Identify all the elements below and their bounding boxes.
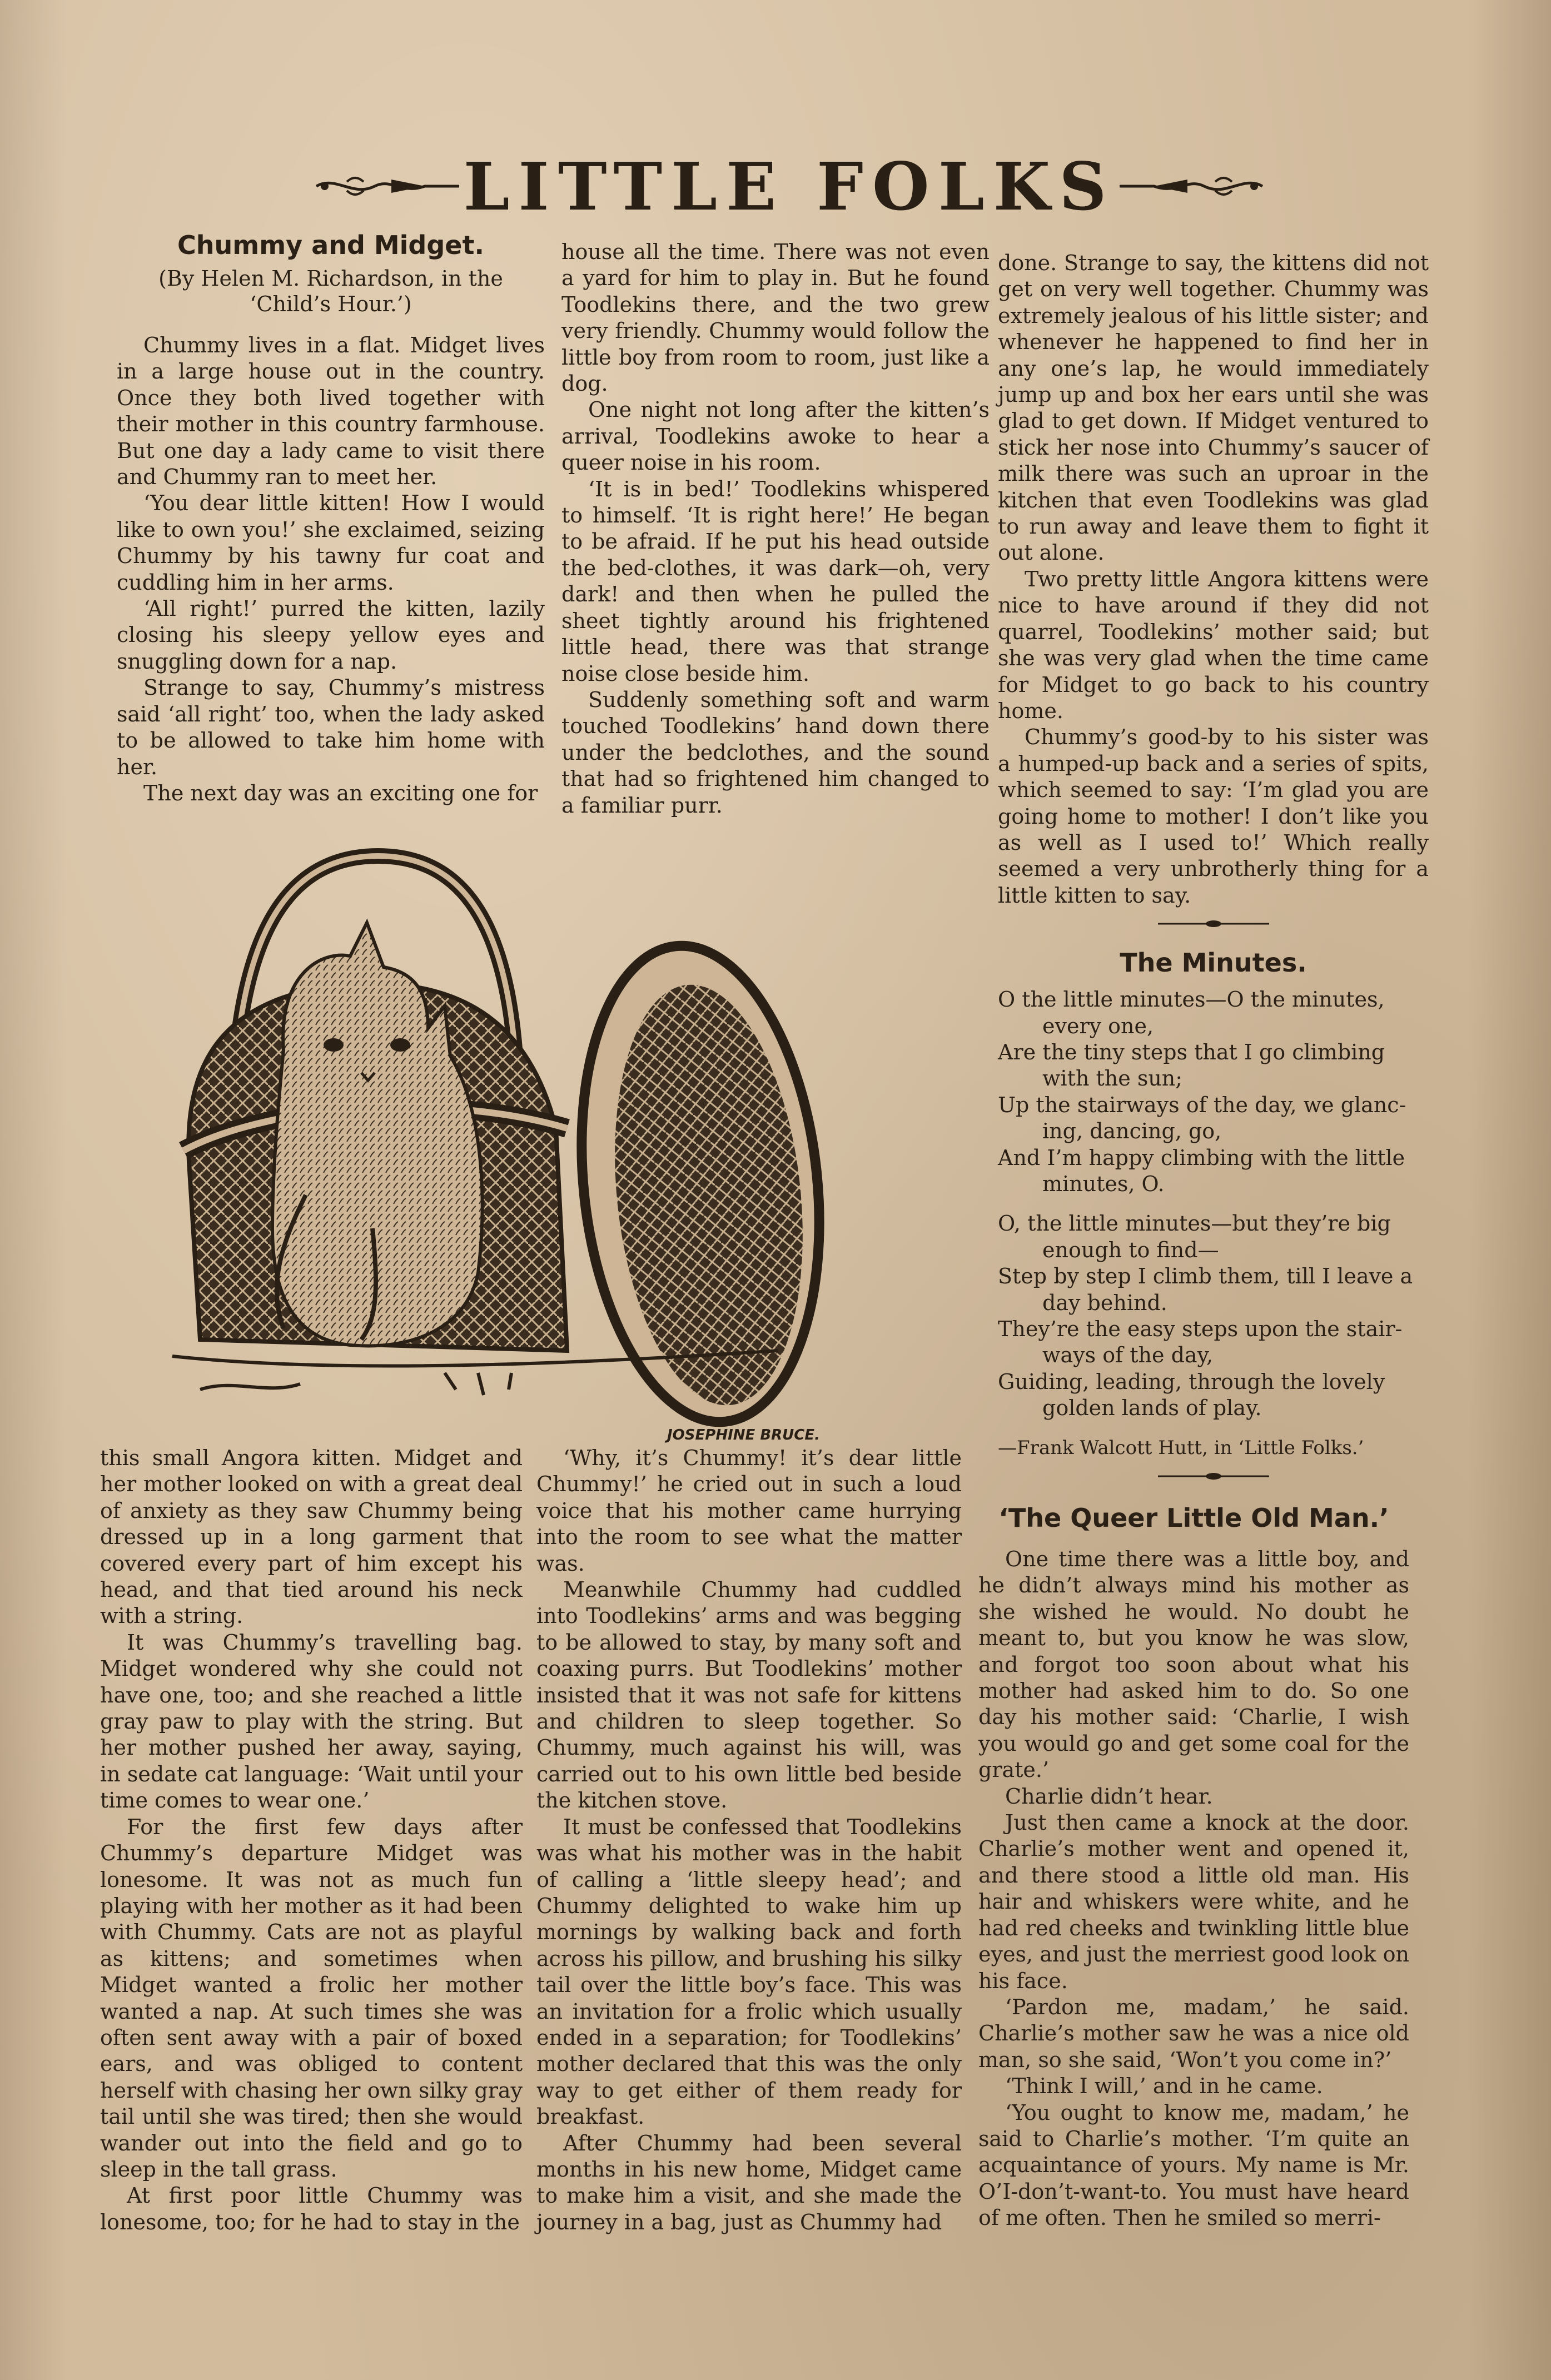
poem-line: O, the little minutes—but they’re big: [998, 1211, 1391, 1236]
paragraph: For the first few days after Chummy’s departure Midget was lonesome. It was not as much fun playing with her mother as it had been with Chummy. Cats are not as playful as kittens; and sometimes when Midget wanted a frolic her mother wanted a nap. At such times she was often sent away with a pair of boxed ears, and was obliged to content herself with chasing her own silky gray tail until she was tired; then she would wander out into the field and go to sleep in the tall grass.: [100, 1814, 523, 2182]
paragraph: this small Angora kitten. Midget and her mother looked on with a great deal of anxiety as they saw Chummy being dressed up in a long garment that covered every part of him except his head, and that tied around his neck with a string.: [100, 1446, 523, 1629]
story1-col2-bottom: [536, 1445, 962, 2235]
paragraph: ‘It is in bed!’ Toodlekins whispered to himself. ‘It is right here!’ He began to be afraid. If he put his head outside the bed-clothes, it was dark—oh, very dark! and then when he pulled the sheet tightly around his frightened little head, there was that strange noise close beside him.: [561, 476, 990, 686]
poem-line: with the sun;: [1042, 1066, 1183, 1091]
kitten-basket-illustration: [167, 839, 895, 1451]
paragraph: Two pretty little Angora kittens were nice to have around if they did not quarrel, Toodlekins’ mother said; but she was very glad when the time came for Midget to go back to his country home.: [998, 566, 1429, 723]
byline-line-2: ‘Child’s Hour.’): [250, 292, 412, 316]
poem-stanza-1: [998, 987, 1429, 1197]
poem-line: day behind.: [1042, 1290, 1167, 1315]
paragraph: Chummy lives in a flat. Midget lives in a large house out in the country. Once they both lived together with their mother in this country farmhouse. But one day a lady came to visit there and Chummy ran to meet her.: [117, 333, 545, 490]
story2-title: ‘The Queer Little Old Man.’: [998, 1503, 1389, 1533]
poem-line: enough to find—: [1042, 1237, 1219, 1262]
right-flourish-ornament: [1115, 170, 1265, 203]
poem-line: Guiding, leading, through the lovely: [998, 1369, 1385, 1394]
poem-body: [998, 987, 1429, 1461]
paragraph: Suddenly something soft and warm touched Toodlekins’ hand down there under the bedclothes, and the sound that had so frightened him changed to a familiar purr.: [561, 687, 990, 818]
paragraph: The next day was an exciting one for: [143, 780, 538, 805]
story1-col3-top: [998, 250, 1429, 1498]
poem-line: Are the tiny steps that I go climbing: [998, 1039, 1385, 1064]
poem-title: The Minutes.: [1120, 948, 1307, 978]
illustrator-signature: JOSEPHINE BRUCE.: [667, 1427, 820, 1443]
poem-line: ing, dancing, go,: [1042, 1119, 1222, 1144]
paragraph: One time there was a little boy, and he didn’t always mind his mother as she wished he would. No doubt he meant to, but you know he was slow, and forgot too soon about what his mother had asked him to do. So one day his mother said: ‘Charlie, I wish you would go and get some coal for the grate.’: [978, 1547, 1409, 1782]
paragraph: Just then came a knock at the door. Charlie’s mother went and opened it, and there stood a little old man. His hair and whiskers were white, and he had red cheeks and twinkling little blue eyes, and just the merriest good look on his face.: [978, 1810, 1409, 1993]
paragraph: It was Chummy’s travelling bag. Midget wondered why she could not have one, too; and she reached a little gray paw to play with the string. But her mother pushed her away, saying, in sedate cat language: ‘Wait until your time comes to wear one.’: [100, 1630, 523, 1813]
left-flourish-ornament: [314, 170, 464, 203]
paragraph: After Chummy had been several months in his new home, Midget came to make him a visit, and she made the journey in a bag, just as Chummy had: [536, 2130, 962, 2234]
poem-line: golden lands of play.: [1042, 1396, 1262, 1421]
poem-line: They’re the easy steps upon the stair-: [998, 1317, 1403, 1342]
paragraph: ‘Why, it’s Chummy! it’s dear little Chummy!’ he cried out in such a loud voice that his mother came hurrying into the room to see what the matter was.: [536, 1446, 962, 1576]
poem-line: Step by step I climb them, till I leave a: [998, 1264, 1413, 1289]
kitten-in-basket-drawing: [167, 839, 895, 1451]
poem-stanza-2: [998, 1211, 1429, 1421]
story1-col1-bottom: [100, 1445, 523, 2235]
paragraph: Strange to say, Chummy’s mistress said ‘all right’ too, when the lady asked to be allowed to take him home with her.: [117, 675, 545, 779]
story1-col1-top: [117, 228, 545, 806]
poem-line: Up the stairways of the day, we glanc-: [998, 1092, 1406, 1117]
paragraph: ‘You ought to know me, madam,’ he said to Charlie’s mother. ‘I’m quite an acquaintance of yours. My name is Mr. O’I-don’t-want-to. You must have heard of me often. Then he smiled so merri-: [978, 2100, 1409, 2230]
masthead: [311, 139, 1267, 233]
poem-line: And I’m happy climbing with the little: [998, 1145, 1405, 1170]
paragraph: house all the time. There was not even a yard for him to play in. But he found Toodlekins there, and the two grew very friendly. Chummy would follow the little boy from room to room, just like a dog.: [561, 240, 990, 396]
paragraph: done. Strange to say, the kittens did not get on very well together. Chummy was extremely jealous of his little sister; and whenever he happened to find her in any one’s lap, he would immediately jump up and box her ears until she was glad to get down. If Midget ventured to stick her nose into Chummy’s saucer of milk there was such an uproar in the kitchen that even Toodlekins was glad to run away and leave them to fight it out alone.: [998, 251, 1429, 565]
story2-col3-bottom: [978, 1501, 1409, 2232]
paragraph: ‘Pardon me, madam,’ he said. Charlie’s mother saw he was a nice old man, so she said, ‘Won’t you come in?’: [978, 1994, 1409, 2072]
paragraph: It must be confessed that Toodlekins was what his mother was in the habit of calling a ‘little sleepy head’; and Chummy delighted to wake him up mornings by walking back and forth across his pillow, and brushing his silky tail over the little boy’s face. This was an invitation for a frolic which usually ended in a separation; for Toodlekins’ mother declared that this was the only way to get either of them ready for breakfast.: [536, 1814, 962, 2129]
section-divider: [1158, 920, 1269, 928]
story1-title: Chummy and Midget.: [177, 230, 484, 260]
paragraph: ‘Think I will,’ and in he came.: [1005, 2074, 1323, 2099]
paragraph: ‘You dear little kitten! How I would like to own you!’ she exclaimed, seizing Chummy by his tawny fur coat and cuddling him in her arms.: [117, 491, 545, 595]
section-divider: [1158, 1472, 1269, 1480]
masthead-title: LITTLE FOLKS: [463, 147, 1116, 225]
poem-line: ways of the day,: [1042, 1343, 1214, 1368]
paragraph: Meanwhile Chummy had cuddled into Toodlekins’ arms and was begging to be allowed to stay, by many soft and coaxing purrs. But Toodlekins’ mother insisted that it was not safe for kittens and children to sleep together. So Chummy, much against his will, was carried out to his own little bed beside the kitchen stove.: [536, 1577, 962, 1813]
poem-attribution: —Frank Walcott Hutt, in ‘Little Folks.’: [998, 1436, 1364, 1459]
paragraph: One night not long after the kitten’s arrival, Toodlekins awoke to hear a queer noise in his room.: [561, 397, 990, 475]
paragraph: ‘All right!’ purred the kitten, lazily closing his sleepy yellow eyes and snuggling down for a nap.: [117, 596, 545, 674]
story1-col2-top: [561, 239, 990, 819]
poem-line: every one,: [1042, 1013, 1154, 1038]
paragraph: At first poor little Chummy was lonesome, too; for he had to stay in the: [100, 2183, 523, 2234]
byline-line-1: (By Helen M. Richardson, in the: [158, 266, 503, 291]
paragraph: Chummy’s good-by to his sister was a humped-up back and a series of spits, which seemed to say: ‘I’m glad you are going home to mother! I don’t like you as well as I used to!’ Which really seemed a very unbrotherly thing for a little kitten to say.: [998, 725, 1429, 908]
poem-line: minutes, O.: [1042, 1172, 1165, 1196]
story1-byline: [117, 266, 545, 317]
paragraph: Charlie didn’t hear.: [1005, 1784, 1213, 1809]
poem-line: O the little minutes—O the minutes,: [998, 987, 1385, 1012]
